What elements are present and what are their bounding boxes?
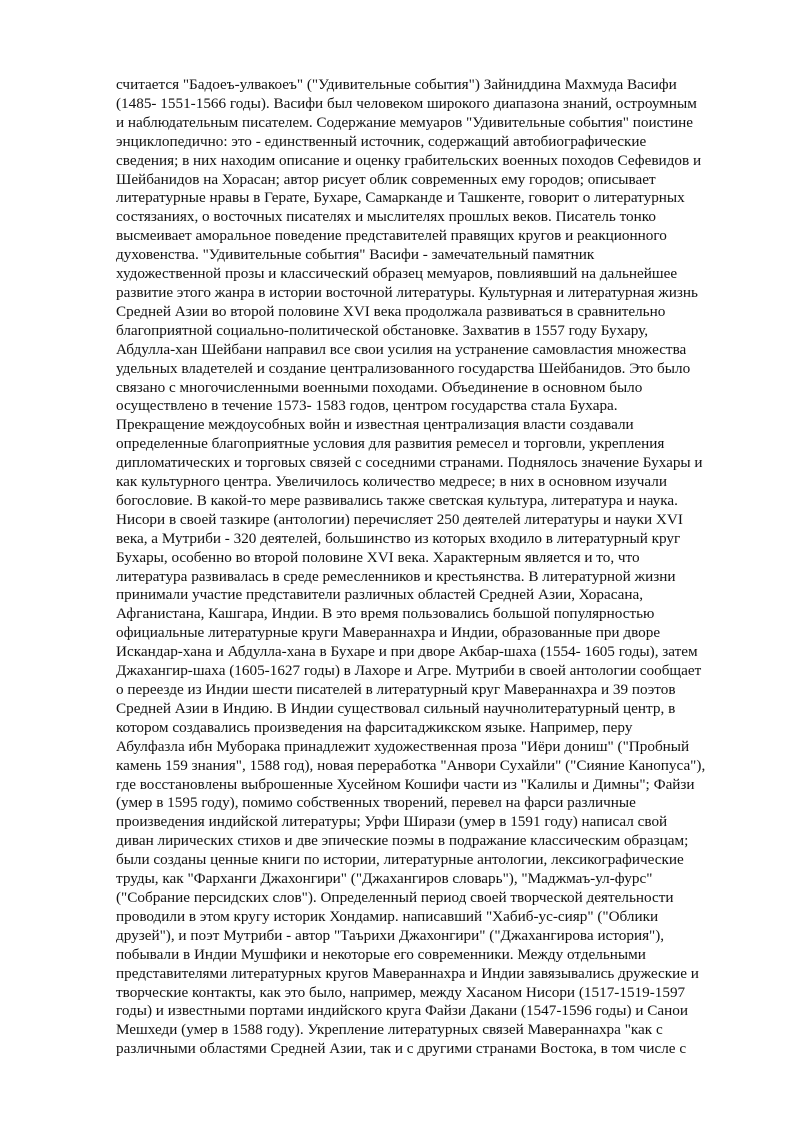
text-line: Абулфазла ибн Муборака принадлежит художественная проза "Иёри дониш" ("Пробный: [116, 737, 690, 755]
text-line: камень 159 знания", 1588 год), новая переработка "Анвори Сухайли" ("Сияние Канопуса"),: [116, 756, 706, 774]
text-line: Прекращение междоусобных войн и известная централизация власти создавали: [116, 416, 634, 434]
text-line: Средней Азии в Индию. В Индии существовал сильный научнолитературный центр, в: [116, 699, 676, 717]
text-line: духовенства. "Удивительные события" Васифи - замечательный памятник: [116, 246, 595, 264]
text-line: Джахангир-шаха (1605-1627 годы) в Лахоре и Агре. Мутриби в своей антологии сообщает: [116, 662, 702, 680]
text-line: котором создавались произведения на фарситаджикском языке. Например, перу: [116, 718, 633, 736]
text-line: Нисори в своей тазкире (антологии) перечисляет 250 деятелей литературы и науки XVI: [116, 510, 683, 528]
text-line: считается "Бадоеъ-улвакоеъ" ("Удивительные события") Зайниддина Махмуда Васифи: [116, 76, 677, 93]
text-line: ("Собрание персидских слов"). Определенный период своей творческой деятельности: [116, 888, 674, 906]
text-line: годы) и известными портами индийского круга Файзи Дакани (1547-1596 годы) и Санои: [116, 1002, 688, 1020]
text-line: удельных владетелей и создание централизованного государства Шейбанидов. Это было: [116, 359, 691, 377]
text-line: высмеивает аморальное поведение представителей правящих кругов и реакционного: [116, 227, 667, 245]
text-line: различными областями Средней Азии, так и с другими странами Востока, в том числе с: [116, 1040, 687, 1058]
text-line: энциклопедично: это - единственный источник, содержащий автобиографические: [116, 132, 647, 150]
text-line: Искандар-хана и Абдулла-хана в Бухаре и при дворе Акбар-шаха (1554- 1605 годы), затем: [116, 643, 698, 661]
text-line: (умер в 1595 году), помимо собственных творений, перевел на фарси различные: [116, 794, 636, 812]
text-line: развитие этого жанра в истории восточной литературы. Культурная и литературная жизнь: [116, 283, 698, 301]
text-line: сведения; в них находим описание и оценку грабительских военных походов Сефевидов и: [116, 151, 702, 169]
text-line: где восстановлены выброшенные Хусейном Кошифи части из "Калилы и Димны"; Файзи: [116, 775, 695, 793]
text-line: состязаниях, о восточных писателях и мыслителях прошлых веков. Писатель тонко: [116, 208, 656, 226]
text-line: побывали в Индии Мушфики и некоторые его современники. Между отдельными: [116, 945, 646, 963]
body-text: [116, 76, 746, 1059]
text-line: века, а Мутриби - 320 деятелей, большинство из которых входило в литературный круг: [116, 529, 681, 547]
text-line: Средней Азии во второй половине XVI века продолжала развиваться в сравнительно: [116, 302, 666, 320]
text-line: дипломатических и торговых связей с соседними странами. Поднялось значение Бухары и: [116, 454, 703, 472]
text-line: официальные литературные круги Мавераннахра и Индии, образованные при дворе: [116, 624, 661, 642]
text-line: как культурного центра. Увеличилось количество медресе; в них в основном изучали: [116, 473, 667, 491]
text-line: Афганистана, Кашгара, Индии. В это время пользовались большой популярностью: [116, 605, 655, 623]
text-line: (1485- 1551-1566 годы). Васифи был человеком широкого диапазона знаний, остроумным: [116, 94, 697, 112]
text-line: были созданы ценные книги по истории, литературные антологии, лексикографические: [116, 851, 684, 869]
text-line: друзей"), и поэт Мутриби - автор "Таърихи Джахонгири" ("Джахангирова история"),: [116, 926, 665, 944]
text-line: осуществлено в течение 1573- 1583 годов, центром государства стала Бухара.: [116, 397, 618, 415]
text-line: литература развивалась в среде ремесленников и крестьянства. В литературной жизни: [116, 567, 676, 585]
text-line: о переезде из Индии шести писателей в литературный круг Мавераннахра и 39 поэтов: [116, 681, 676, 698]
text-line: творческие контакты, как это было, например, между Хасаном Нисори (1517-1519-1597: [116, 983, 686, 1001]
text-line: диван лирических стихов и две эпические поэмы в подражание классическим образцам;: [116, 832, 689, 850]
text-line: и наблюдательным писателем. Содержание мемуаров "Удивительные события" поистине: [116, 113, 694, 131]
text-line: Мешхеди (умер в 1588 году). Укрепление литературных связей Мавераннахра "как с: [116, 1021, 663, 1039]
text-line: представителями литературных кругов Мавераннахра и Индии завязывались дружеские и: [116, 964, 699, 982]
text-line: художественной прозы и классический образец мемуаров, повлиявший на дальнейшее: [116, 265, 678, 283]
text-line: определенные благоприятные условия для развития ремесел и торговли, укрепления: [116, 435, 665, 453]
text-line: произведения индийской литературы; Урфи Ширази (умер в 1591 году) написал свой: [116, 813, 668, 831]
text-line: литературные нравы в Герате, Бухаре, Самарканде и Ташкенте, говорит о литературных: [116, 189, 685, 207]
text-line: Бухары, особенно во второй половине XVI века. Характерным является и то, что: [116, 548, 640, 566]
text-line: благоприятной социально-политической обстановке. Захватив в 1557 году Бухару,: [116, 321, 649, 339]
text-line: Шейбанидов на Хорасан; автор рисует облик современных ему городов; описывает: [116, 170, 656, 188]
text-line: принимали участие представители различных областей Средней Азии, Хорасана,: [116, 586, 644, 604]
text-line: Абдулла-хан Шейбани направил все свои усилия на устранение самовластия множества: [116, 340, 687, 358]
text-line: богословие. В какой-то мере развивались также светская культура, литература и наука.: [116, 491, 678, 509]
text-line: связано с многочисленными военными походами. Объединение в основном было: [116, 378, 643, 396]
text-line: проводили в этом кругу историк Хондамир. написавший "Хабиб-ус-сияр" ("Облики: [116, 907, 659, 925]
text-line: труды, как "Фарханги Джахонгири" ("Джахангиров словарь"), "Маджмаъ-ул-фурс": [116, 870, 653, 888]
